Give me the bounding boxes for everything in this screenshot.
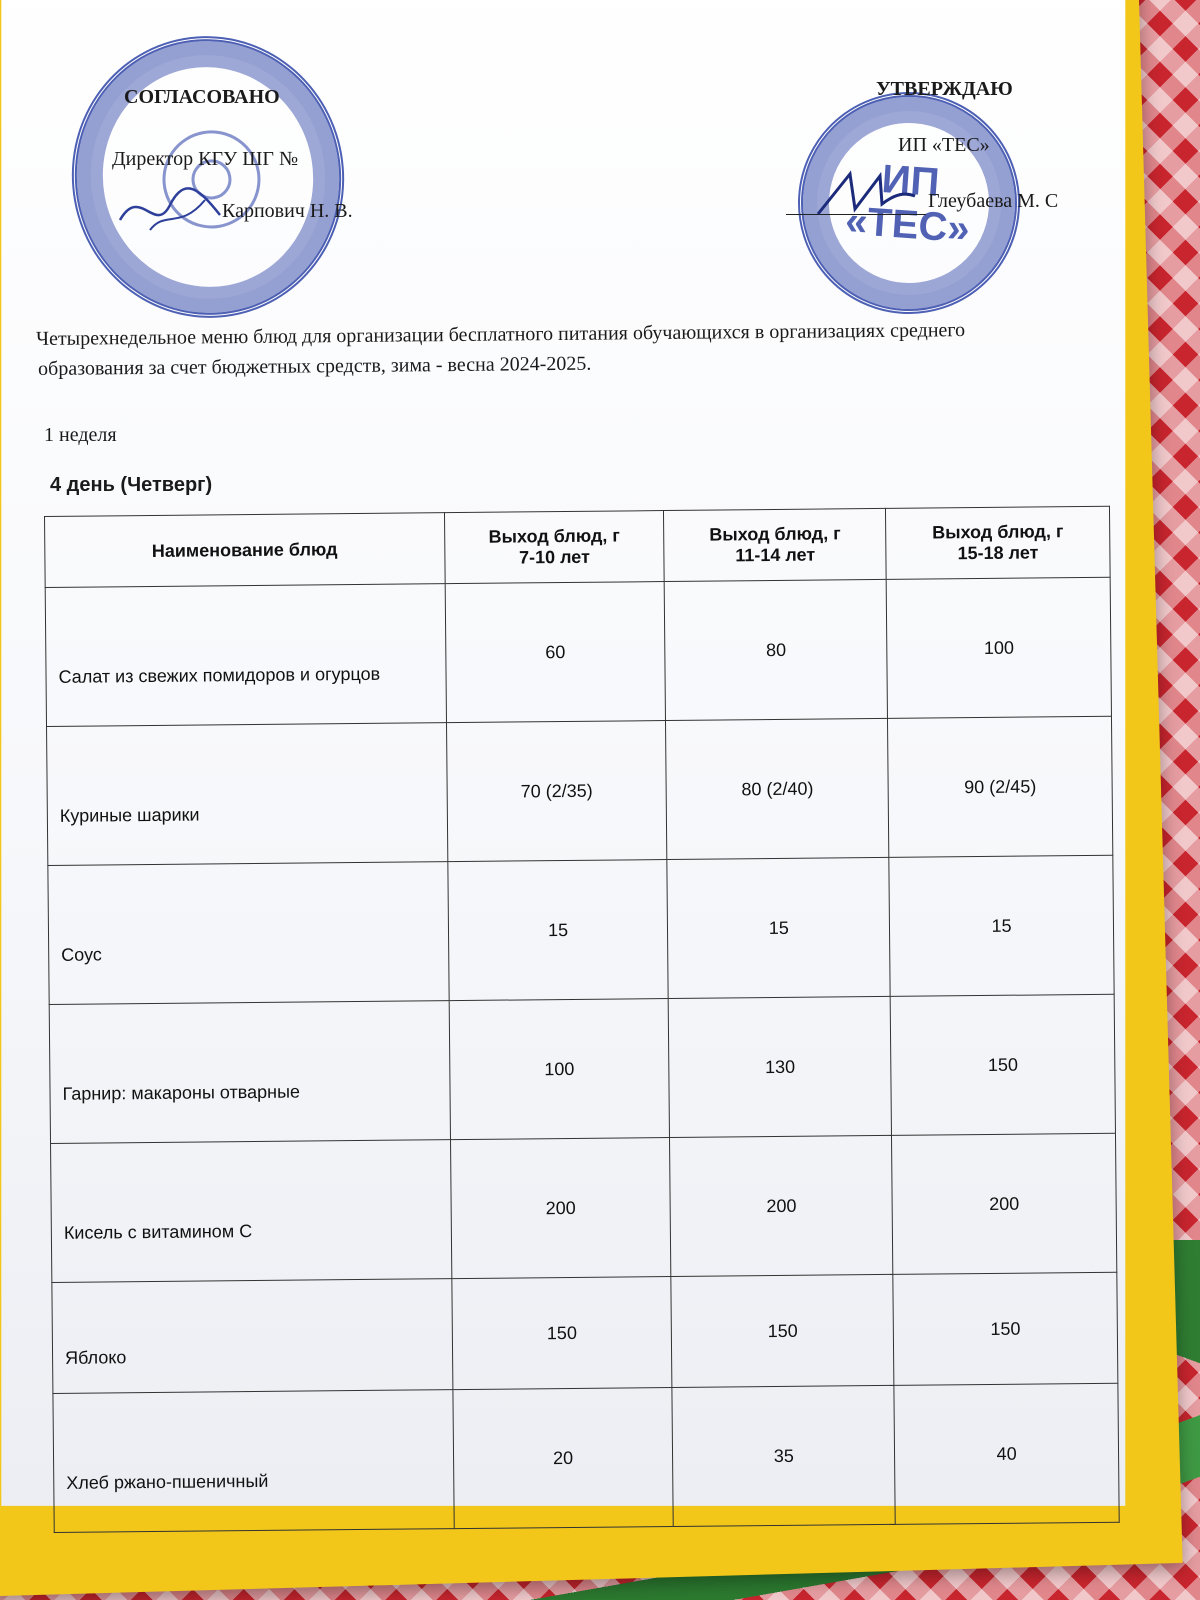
table-row bbox=[45, 577, 1111, 726]
ip-tes-seal-label: ИП «ТЕС» bbox=[843, 157, 972, 252]
dish-name: Куриные шарики bbox=[47, 723, 448, 866]
portion-7-10: 70 (2/35) bbox=[446, 721, 667, 862]
portion-7-10: 15 bbox=[447, 860, 668, 1001]
portion-11-14: 35 bbox=[672, 1385, 895, 1526]
table-header-row bbox=[45, 506, 1111, 587]
approved-right-heading: УТВЕРЖДАЮ bbox=[876, 78, 1013, 100]
portion-11-14: 200 bbox=[670, 1135, 893, 1276]
menu-table bbox=[44, 506, 1120, 1533]
document-title-line1: Четырехнедельное меню блюд для организации бесплатного питания обучающихся в организациях среднего bbox=[36, 319, 966, 350]
school-seal-stamp bbox=[50, 15, 367, 340]
portion-15-18: 200 bbox=[892, 1133, 1117, 1274]
dish-name: Салат из свежих помидоров и огурцов bbox=[45, 584, 446, 727]
portion-15-18: 150 bbox=[893, 1272, 1118, 1385]
approved-left-heading: СОГЛАСОВАНО bbox=[124, 86, 280, 108]
portion-11-14: 80 bbox=[665, 579, 888, 720]
right-signature bbox=[810, 164, 920, 224]
portion-7-10: 150 bbox=[451, 1277, 672, 1390]
portion-11-14: 130 bbox=[669, 996, 892, 1137]
portion-7-10: 20 bbox=[453, 1388, 674, 1529]
left-signature bbox=[110, 180, 230, 240]
dish-name: Хлеб ржано-пшеничный bbox=[53, 1390, 454, 1533]
ip-organization: ИП «ТЕС» bbox=[898, 134, 990, 156]
portion-7-10: 100 bbox=[449, 999, 670, 1140]
director-name: Карпович Н. В. bbox=[222, 200, 353, 222]
header-age-11-14: Выход блюд, г 11-14 лет bbox=[664, 508, 886, 581]
portion-11-14: 150 bbox=[671, 1274, 894, 1387]
ip-owner-name: Глеубаева М. С bbox=[928, 190, 1059, 212]
header-dish-name: Наименование блюд bbox=[45, 513, 445, 588]
table-row bbox=[47, 716, 1113, 865]
portion-15-18: 90 (2/45) bbox=[888, 716, 1113, 857]
header-age-7-10: Выход блюд, г 7-10 лет bbox=[444, 511, 664, 584]
portion-7-10: 200 bbox=[450, 1138, 671, 1279]
portion-15-18: 150 bbox=[890, 994, 1115, 1135]
dish-name: Гарнир: макароны отварные bbox=[49, 1001, 450, 1144]
header-age-15-18: Выход блюд, г 15-18 лет bbox=[886, 506, 1110, 579]
table-row bbox=[49, 994, 1115, 1143]
document-title-line2: образования за счет бюджетных средств, зима - весна 2024-2025. bbox=[38, 352, 592, 380]
portion-7-10: 60 bbox=[445, 582, 666, 723]
portion-11-14: 80 (2/40) bbox=[666, 718, 889, 859]
table-row bbox=[48, 855, 1114, 1004]
portion-15-18: 40 bbox=[894, 1383, 1119, 1524]
dish-name: Кисель с витамином С bbox=[51, 1140, 452, 1283]
portion-15-18: 100 bbox=[886, 577, 1111, 718]
day-label: 4 день (Четверг) bbox=[50, 474, 213, 496]
week-label: 1 неделя bbox=[44, 424, 117, 446]
table-row bbox=[53, 1383, 1119, 1532]
dish-name: Яблоко bbox=[52, 1279, 453, 1394]
dish-name: Соус bbox=[48, 862, 449, 1005]
table-row bbox=[51, 1133, 1117, 1282]
table-row bbox=[52, 1272, 1118, 1393]
portion-15-18: 15 bbox=[889, 855, 1114, 996]
director-position: Директор КГУ ШГ № bbox=[112, 148, 299, 170]
portion-11-14: 15 bbox=[667, 857, 890, 998]
